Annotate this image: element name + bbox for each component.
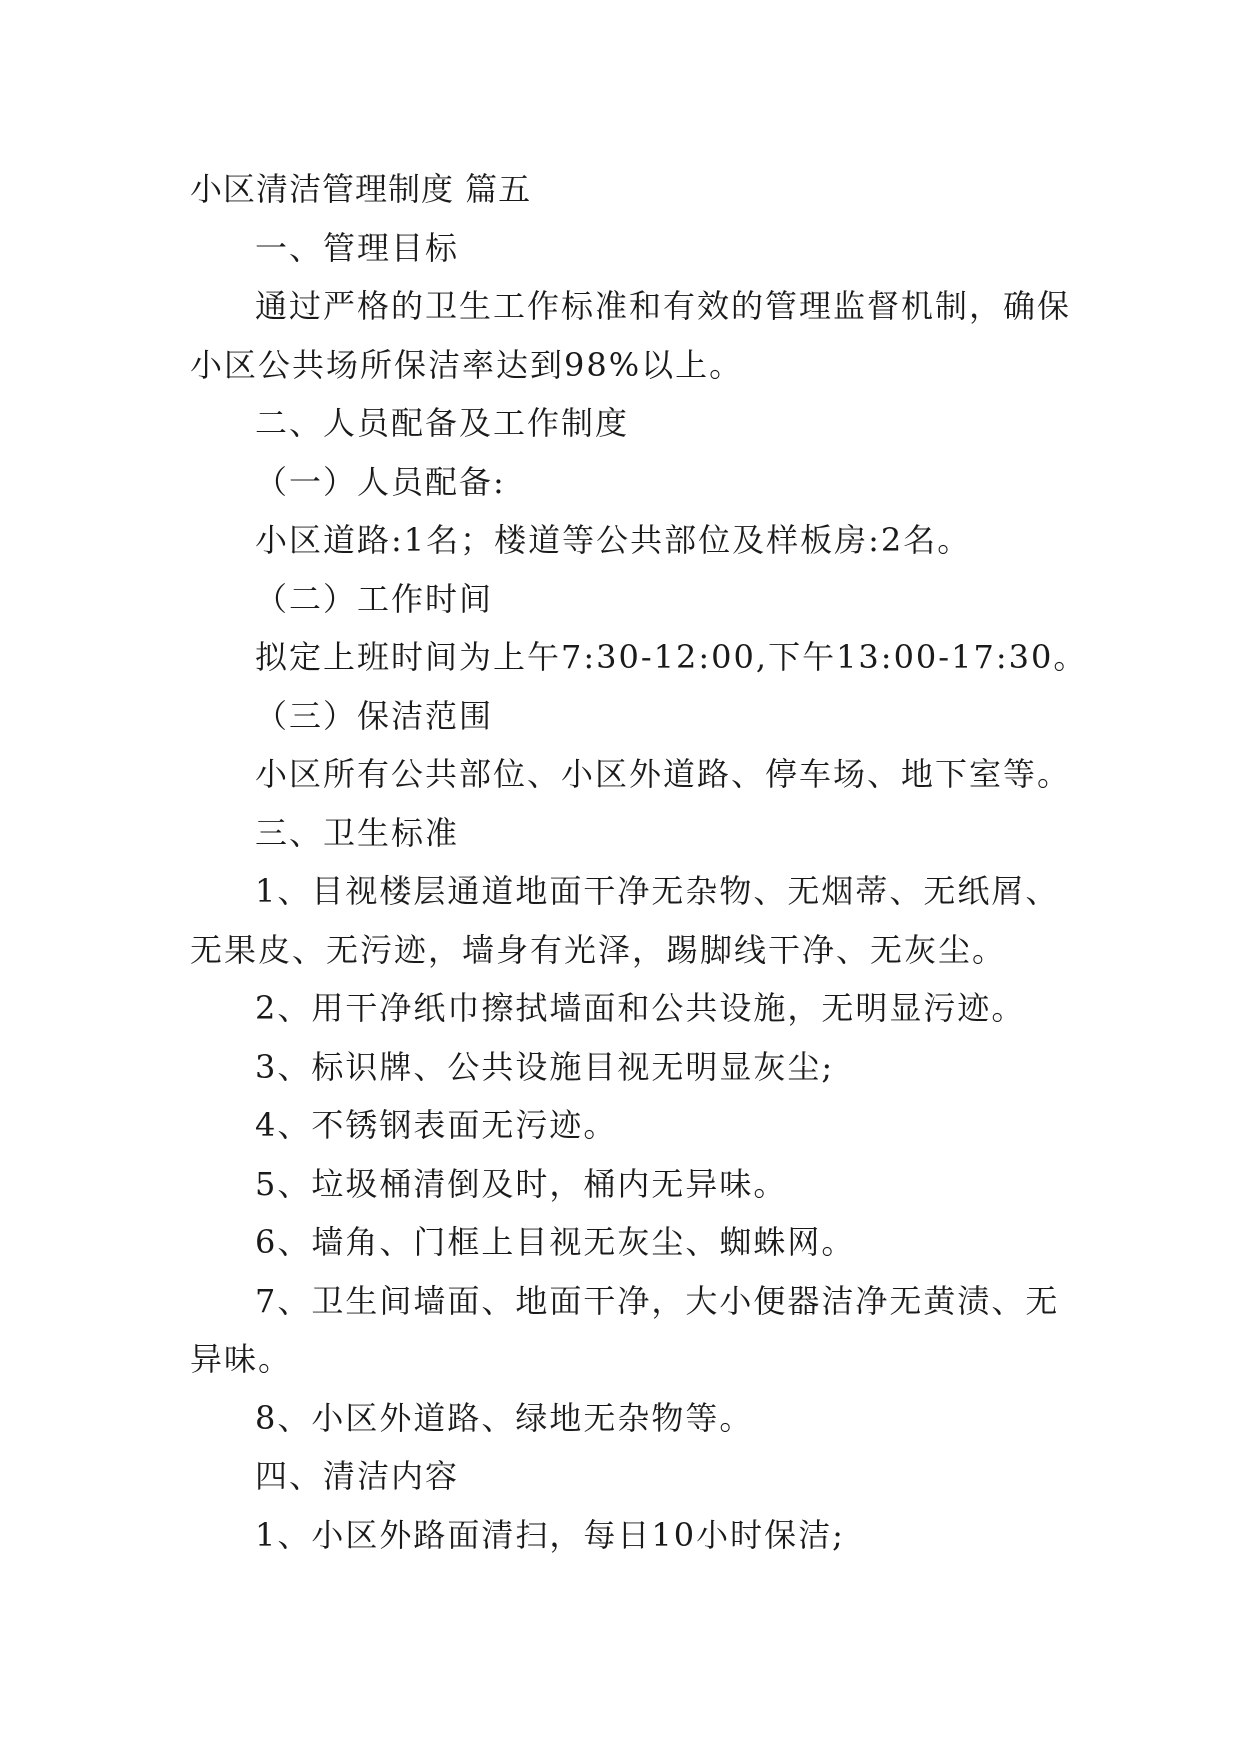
list-item: 2、用干净纸巾擦拭墙面和公共设施，无明显污迹。 bbox=[255, 989, 1026, 1027]
subsection-heading: （一）人员配备: bbox=[255, 462, 506, 501]
document-title: 小区清洁管理制度 篇五 bbox=[190, 170, 532, 208]
list-item: 5、垃圾桶清倒及时，桶内无异味。 bbox=[255, 1164, 788, 1203]
paragraph-line: 拟定上班时间为上午7:30-12:00,下午13:00-17:30。 bbox=[255, 638, 1088, 676]
list-item: 3、标识牌、公共设施目视无明显灰尘; bbox=[255, 1047, 835, 1086]
list-item-continuation: 异味。 bbox=[190, 1340, 293, 1378]
list-item: 4、不锈钢表面无污迹。 bbox=[255, 1106, 618, 1144]
list-item: 6、墙角、门框上目视无灰尘、蜘蛛网。 bbox=[255, 1223, 856, 1261]
paragraph-line: 通过严格的卫生工作标准和有效的管理监督机制，确保 bbox=[255, 287, 1072, 325]
paragraph-line: 小区公共场所保洁率达到98%以上。 bbox=[190, 345, 744, 384]
paragraph-line: 小区道路:1名；楼道等公共部位及样板房:2名。 bbox=[255, 521, 972, 559]
section-heading: 二、人员配备及工作制度 bbox=[255, 404, 630, 442]
paragraph-line: 小区所有公共部位、小区外道路、停车场、地下室等。 bbox=[255, 755, 1072, 793]
list-item: 7、卫生间墙面、地面干净，大小便器洁净无黄渍、无 bbox=[255, 1281, 1060, 1320]
subsection-heading: （二）工作时间 bbox=[255, 579, 494, 618]
document-body bbox=[190, 160, 1088, 1564]
list-item-continuation: 无果皮、无污迹，墙身有光泽，踢脚线干净、无灰尘。 bbox=[190, 930, 1007, 969]
list-item: 1、小区外路面清扫，每日10小时保洁; bbox=[255, 1515, 845, 1554]
section-heading: 一、管理目标 bbox=[255, 228, 460, 267]
list-item: 8、小区外道路、绿地无杂物等。 bbox=[255, 1398, 754, 1437]
section-heading: 三、卫生标准 bbox=[255, 813, 460, 852]
list-item: 1、目视楼层通道地面干净无杂物、无烟蒂、无纸屑、 bbox=[255, 872, 1060, 910]
section-heading: 四、清洁内容 bbox=[255, 1457, 460, 1495]
subsection-heading: （三）保洁范围 bbox=[255, 696, 494, 735]
